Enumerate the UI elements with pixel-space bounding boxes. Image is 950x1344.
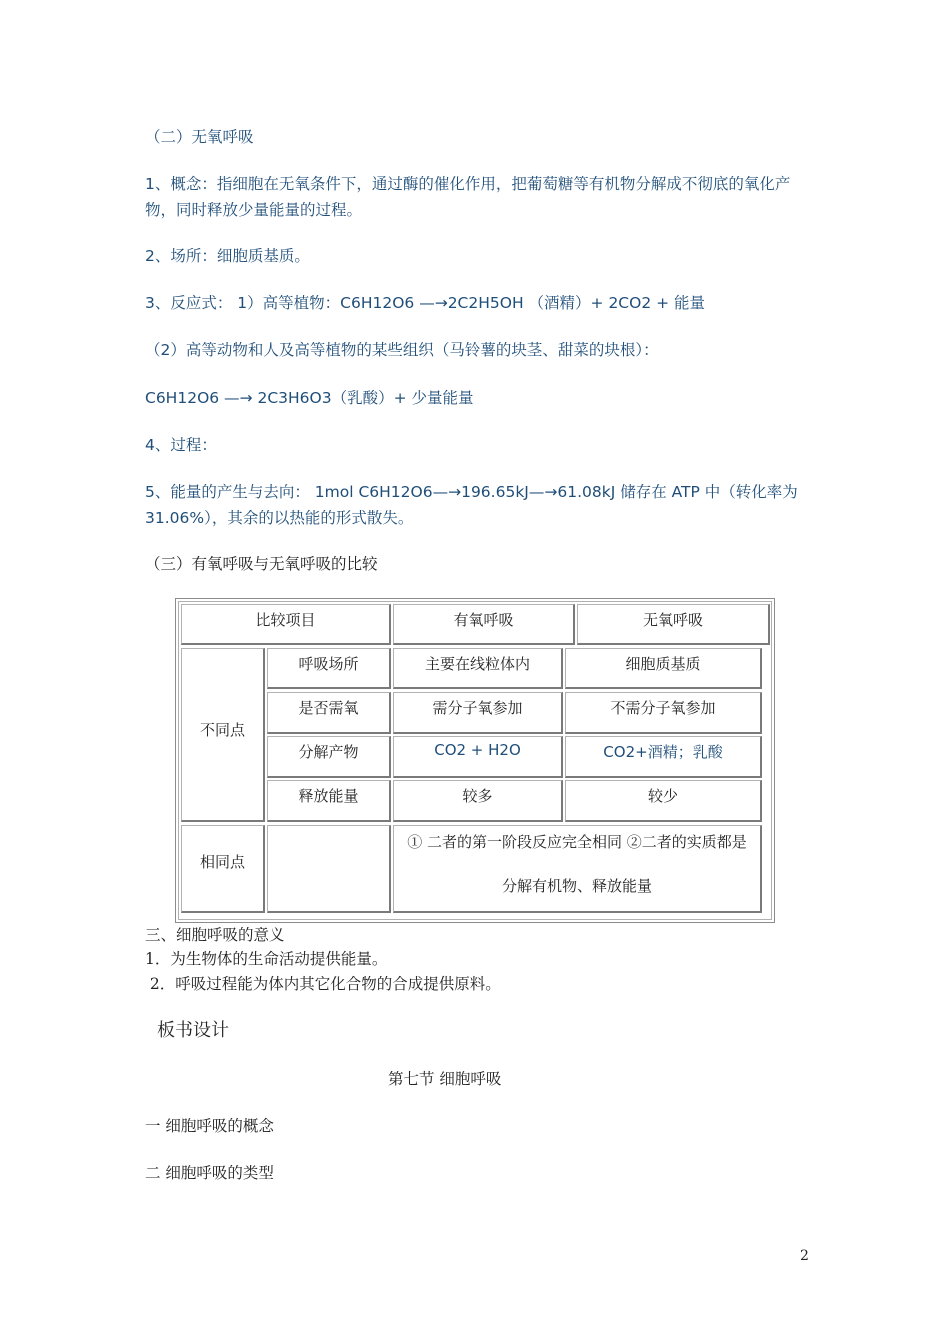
process-paragraph: 4、过程： — [145, 436, 217, 454]
row-aerobic: 需分子氧参加 — [393, 692, 563, 734]
same-line-1: ① 二者的第一阶段反应完全相同 ②二者的实质都是 — [407, 833, 747, 851]
meaning-item-2: 2．呼吸过程能为体内其它化合物的合成提供原料。 — [145, 975, 501, 993]
row-anaerobic: 不需分子氧参加 — [565, 692, 762, 734]
row-anaerobic: 细胞质基质 — [565, 648, 762, 689]
energy-paragraph: 5、能量的产生与去向： 1mol C6H12O6—→196.65kJ—→61.08kJ 储存在 ATP 中（转化率为 31.06%），其余的以热能的形式散失。 — [145, 483, 798, 527]
row-aerobic: 较多 — [393, 780, 563, 822]
board-item-1: 一 细胞呼吸的概念 — [145, 1117, 274, 1135]
meaning-item-1: 1．为生物体的生命活动提供能量。 — [145, 950, 388, 968]
row-item: 是否需氧 — [267, 692, 391, 734]
board-design-title: 板书设计 — [157, 1020, 229, 1041]
meaning-title: 三、细胞呼吸的意义 — [145, 926, 285, 944]
reaction-animals-title: （2）高等动物和人及高等植物的某些组织（马铃薯的块茎、甜菜的块根）： — [145, 341, 659, 359]
place-paragraph: 2、场所：细胞质基质。 — [145, 247, 310, 265]
comparison-title: （三）有氧呼吸与无氧呼吸的比较 — [145, 555, 378, 573]
header-item: 比较项目 — [181, 604, 391, 645]
same-line-2: 分解有机物、释放能量 — [501, 877, 652, 895]
row-anaerobic: 较少 — [565, 780, 762, 822]
diff-label: 不同点 — [181, 648, 265, 822]
header-anaerobic: 无氧呼吸 — [577, 604, 770, 645]
board-heading: 第七节 细胞呼吸 — [388, 1070, 502, 1088]
board-item-2: 二 细胞呼吸的类型 — [145, 1164, 274, 1182]
row-anaerobic: CO2+酒精；乳酸 — [565, 736, 762, 778]
same-empty-cell — [267, 825, 391, 913]
row-aerobic: CO2 + H2O — [393, 736, 563, 778]
row-item: 分解产物 — [267, 736, 391, 778]
section-title-anaerobic: （二）无氧呼吸 — [145, 128, 254, 146]
same-label: 相同点 — [181, 825, 265, 913]
concept-paragraph: 1、概念：指细胞在无氧条件下，通过酶的催化作用，把葡萄糖等有机物分解成不彻底的氧化产物，同时释放少量能量的过程。 — [145, 175, 791, 219]
same-content — [393, 825, 762, 913]
row-item: 呼吸场所 — [267, 648, 391, 689]
page-number: 2 — [800, 1248, 809, 1264]
reaction-plants: 3、反应式： 1）高等植物：C6H12O6 —→2C2H5OH （酒精）+ 2CO2 + 能量 — [145, 294, 706, 312]
header-aerobic: 有氧呼吸 — [393, 604, 575, 645]
row-item: 释放能量 — [267, 780, 391, 822]
row-aerobic: 主要在线粒体内 — [393, 648, 563, 689]
reaction-animals: C6H12O6 —→ 2C3H6O3（乳酸）+ 少量能量 — [145, 389, 474, 407]
